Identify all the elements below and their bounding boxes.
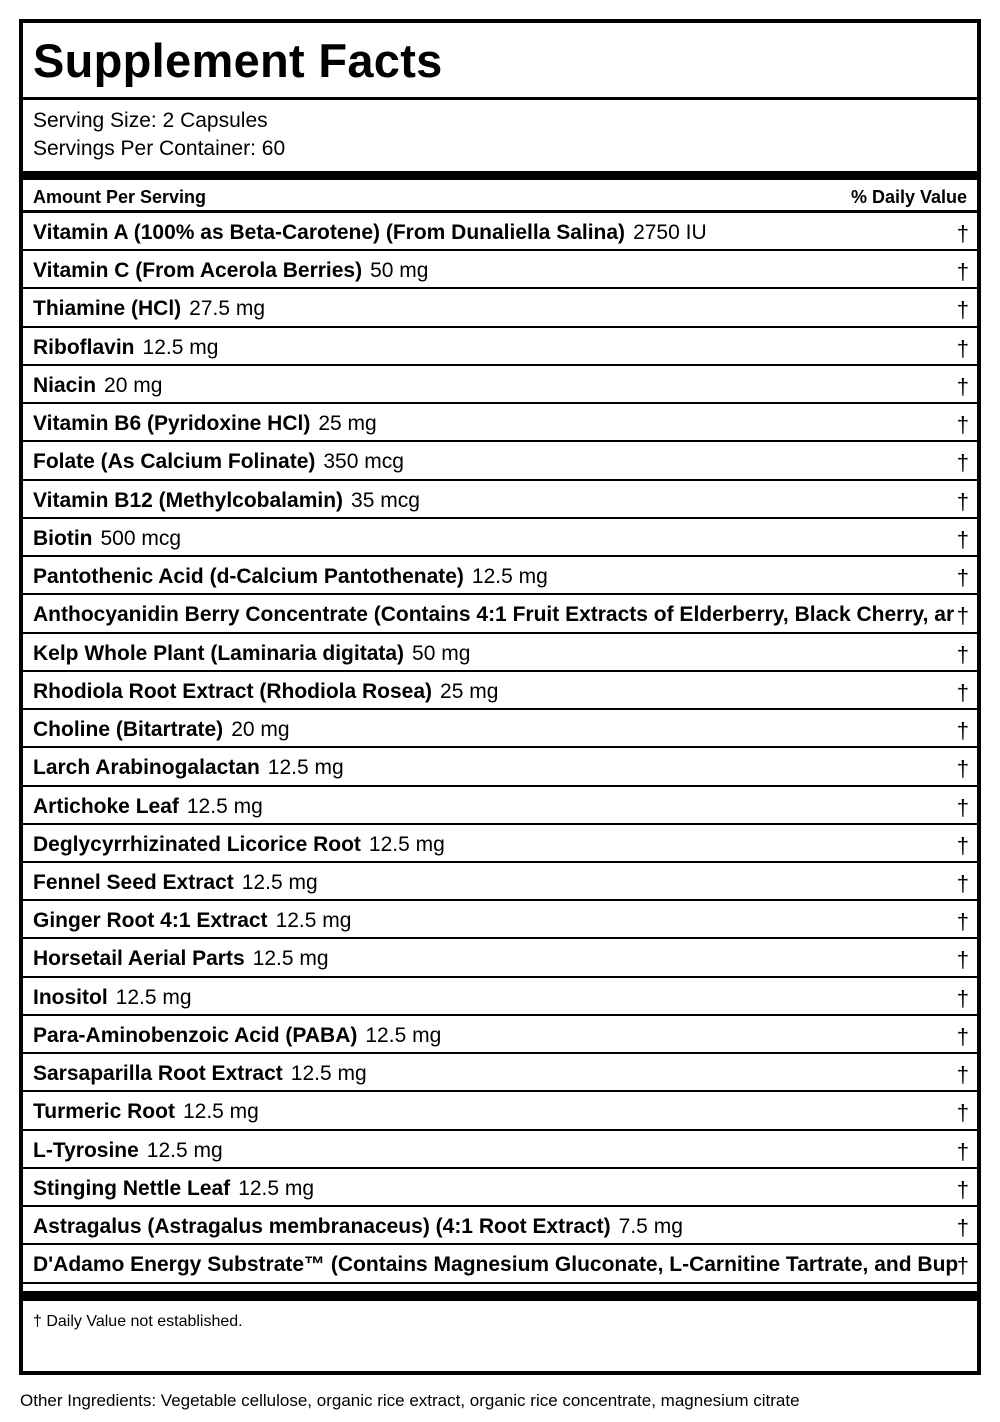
daily-value-dagger: † — [956, 1023, 969, 1049]
nutrient-text — [33, 527, 181, 551]
nutrient-name: Anthocyanidin Berry Concentrate (Contains 4:1 Fruit Extracts of Elderberry, Black Cherry, ar — [33, 603, 955, 627]
nutrient-amount: 12.5 mg — [267, 756, 344, 780]
daily-value-dagger: † — [956, 870, 969, 896]
nutrient-amount: 12.5 mg — [290, 1062, 367, 1086]
daily-value-header: % Daily Value — [850, 187, 967, 207]
nutrient-amount: 12.5 mg — [365, 1023, 442, 1047]
nutrient-row — [23, 978, 977, 1016]
nutrient-name: Vitamin A (100% as Beta-Carotene) (From Dunaliella Salina) — [33, 221, 626, 244]
nutrient-rows — [23, 213, 977, 1284]
thick-divider-top — [23, 171, 977, 180]
nutrient-name: Horsetail Aerial Parts — [33, 947, 245, 971]
nutrient-name: Choline (Bitartrate) — [33, 718, 224, 742]
nutrient-row — [23, 1131, 977, 1169]
nutrient-text — [33, 336, 218, 360]
nutrient-row — [23, 748, 977, 786]
nutrient-text — [33, 947, 329, 971]
nutrient-amount: 12.5 mg — [275, 909, 352, 933]
nutrient-row — [23, 366, 977, 404]
daily-value-dagger: † — [956, 1100, 969, 1126]
nutrient-row — [23, 595, 977, 633]
nutrient-amount: 12.5 mg — [182, 1100, 259, 1124]
nutrient-text — [33, 642, 470, 666]
nutrient-row — [23, 289, 977, 327]
daily-value-dagger: † — [956, 1138, 969, 1164]
nutrient-name: Para-Aminobenzoic Acid (PABA) — [33, 1023, 358, 1047]
nutrient-name: Kelp Whole Plant (Laminaria digitata) — [33, 641, 405, 665]
nutrient-text — [33, 1100, 259, 1124]
daily-value-dagger: † — [956, 718, 969, 744]
nutrient-name: Rhodiola Root Extract (Rhodiola Rosea) — [33, 679, 433, 703]
daily-value-dagger: † — [956, 794, 969, 820]
daily-value-dagger: † — [956, 526, 969, 552]
nutrient-amount: 12.5 mg — [238, 1176, 315, 1200]
daily-value-dagger: † — [956, 1062, 969, 1088]
daily-value-dagger: † — [956, 259, 969, 285]
nutrient-name: L-Tyrosine — [33, 1138, 139, 1162]
thick-divider-bottom — [23, 1291, 977, 1301]
daily-value-dagger: † — [956, 641, 969, 667]
daily-value-dagger: † — [956, 335, 969, 361]
nutrient-text — [33, 489, 420, 513]
nutrient-name: Riboflavin — [33, 335, 135, 359]
nutrient-row — [23, 1245, 977, 1283]
nutrient-name: Sarsaparilla Root Extract — [33, 1062, 283, 1086]
daily-value-dagger: † — [956, 679, 969, 705]
panel-title: Supplement Facts — [33, 34, 443, 87]
nutrient-row — [23, 404, 977, 442]
nutrient-text — [33, 1177, 314, 1201]
daily-value-dagger: † — [956, 450, 969, 476]
nutrient-text — [33, 297, 265, 321]
daily-value-dagger: † — [956, 488, 969, 514]
nutrient-amount: 27.5 mg — [189, 297, 266, 321]
nutrient-name: D'Adamo Energy Substrate™ (Contains Magnesium Gluconate, L-Carnitine Tartrate, and Bup — [33, 1253, 959, 1277]
daily-value-dagger: † — [956, 373, 969, 399]
nutrient-row — [23, 251, 977, 289]
daily-value-dagger: † — [956, 985, 969, 1011]
daily-value-dagger: † — [956, 832, 969, 858]
nutrient-text — [33, 986, 192, 1010]
nutrient-row — [23, 1092, 977, 1130]
nutrient-text — [33, 450, 404, 474]
daily-value-dagger: † — [956, 1253, 969, 1279]
nutrient-text — [33, 1024, 441, 1048]
nutrient-row — [23, 825, 977, 863]
nutrient-amount: 350 mcg — [323, 450, 404, 474]
nutrient-text — [33, 412, 377, 436]
nutrient-text — [33, 259, 428, 283]
nutrient-name: Fennel Seed Extract — [33, 870, 234, 894]
nutrient-name: Pantothenic Acid (d-Calcium Pantothenate) — [33, 565, 464, 589]
nutrient-text — [33, 1253, 966, 1277]
nutrient-row — [23, 557, 977, 595]
nutrient-text — [33, 1062, 367, 1086]
daily-value-dagger: † — [956, 412, 969, 438]
nutrient-text — [33, 795, 263, 819]
serving-size: Serving Size: 2 Capsules — [33, 109, 268, 132]
supplement-facts-panel — [19, 19, 981, 1375]
nutrient-row — [23, 1016, 977, 1054]
nutrient-amount: 12.5 mg — [471, 565, 548, 589]
nutrient-name: Biotin — [33, 526, 93, 550]
nutrient-text — [33, 756, 344, 780]
nutrient-row — [23, 634, 977, 672]
nutrient-name: Ginger Root 4:1 Extract — [33, 909, 268, 933]
nutrient-row — [23, 481, 977, 519]
nutrient-amount: 12.5 mg — [186, 794, 263, 818]
nutrient-row — [23, 901, 977, 939]
nutrient-name: Vitamin B12 (Methylcobalamin) — [33, 488, 344, 512]
nutrient-name: Vitamin B6 (Pyridoxine HCl) — [33, 412, 311, 436]
nutrient-row — [23, 328, 977, 366]
daily-value-dagger: † — [956, 1215, 969, 1241]
nutrient-row — [23, 519, 977, 557]
nutrient-row — [23, 787, 977, 825]
nutrient-amount: 7.5 mg — [618, 1215, 683, 1239]
nutrient-name: Folate (As Calcium Folinate) — [33, 450, 316, 474]
nutrient-text — [33, 565, 548, 589]
nutrient-text — [33, 718, 290, 742]
daily-value-dagger: † — [956, 947, 969, 973]
nutrient-row — [23, 672, 977, 710]
nutrient-name: Thiamine (HCl) — [33, 297, 182, 321]
nutrient-text — [33, 680, 498, 704]
nutrient-row — [23, 442, 977, 480]
nutrient-amount: 20 mg — [104, 373, 163, 397]
nutrient-name: Vitamin C (From Acerola Berries) — [33, 259, 363, 283]
nutrient-row — [23, 1207, 977, 1245]
nutrient-text — [33, 221, 707, 245]
other-ingredients: Other Ingredients: Vegetable cellulose, organic rice extract, organic rice concentrate, magnesium citrate — [20, 1391, 800, 1410]
nutrient-amount: 12.5 mg — [368, 832, 445, 856]
daily-value-dagger: † — [956, 756, 969, 782]
nutrient-amount: 12.5 mg — [115, 985, 192, 1009]
nutrient-row — [23, 213, 977, 251]
nutrient-amount: 50 mg — [370, 259, 429, 283]
nutrient-row — [23, 863, 977, 901]
nutrient-row — [23, 939, 977, 977]
daily-value-dagger: † — [956, 221, 969, 246]
nutrient-text — [33, 871, 318, 895]
nutrient-amount: 50 mg — [412, 641, 471, 665]
nutrient-name: Turmeric Root — [33, 1100, 175, 1124]
nutrient-amount: 500 mcg — [100, 526, 182, 550]
nutrient-text — [33, 1215, 683, 1239]
nutrient-text — [33, 603, 962, 627]
daily-value-dagger: † — [956, 909, 969, 935]
title-divider — [23, 97, 977, 100]
nutrient-name: Deglycyrrhizinated Licorice Root — [33, 832, 361, 856]
amount-per-serving-header: Amount Per Serving — [33, 187, 207, 207]
nutrient-amount: 35 mcg — [351, 488, 420, 512]
nutrient-amount: 12.5 mg — [146, 1138, 223, 1162]
nutrient-name: Astragalus (Astragalus membranaceus) (4:1 Root Extract) — [33, 1215, 611, 1239]
nutrient-amount: 25 mg — [318, 412, 377, 436]
daily-value-dagger: † — [956, 1176, 969, 1202]
nutrient-amount: 12.5 mg — [252, 947, 329, 971]
nutrient-name: Inositol — [33, 985, 108, 1009]
nutrient-amount: 12.5 mg — [241, 870, 318, 894]
servings-per-container: Servings Per Container: 60 — [33, 137, 286, 160]
nutrient-text — [33, 374, 162, 398]
nutrient-text — [33, 909, 351, 933]
daily-value-dagger: † — [956, 297, 969, 323]
nutrient-name: Stinging Nettle Leaf — [33, 1176, 231, 1200]
nutrient-amount: 20 mg — [231, 718, 290, 742]
nutrient-text — [33, 1139, 223, 1163]
nutrient-amount: 2750 IU — [633, 221, 707, 244]
nutrient-row — [23, 710, 977, 748]
nutrient-row — [23, 1054, 977, 1092]
daily-value-dagger: † — [956, 603, 969, 629]
daily-value-dagger: † — [956, 565, 969, 591]
nutrient-amount: 25 mg — [440, 679, 499, 703]
nutrient-name: Artichoke Leaf — [33, 794, 179, 818]
nutrient-name: Larch Arabinogalactan — [33, 756, 260, 780]
footnote: † Daily Value not established. — [33, 1313, 243, 1330]
nutrient-name: Niacin — [33, 373, 97, 397]
nutrient-text — [33, 833, 445, 857]
nutrient-amount: 12.5 mg — [142, 335, 219, 359]
nutrient-row — [23, 1169, 977, 1207]
